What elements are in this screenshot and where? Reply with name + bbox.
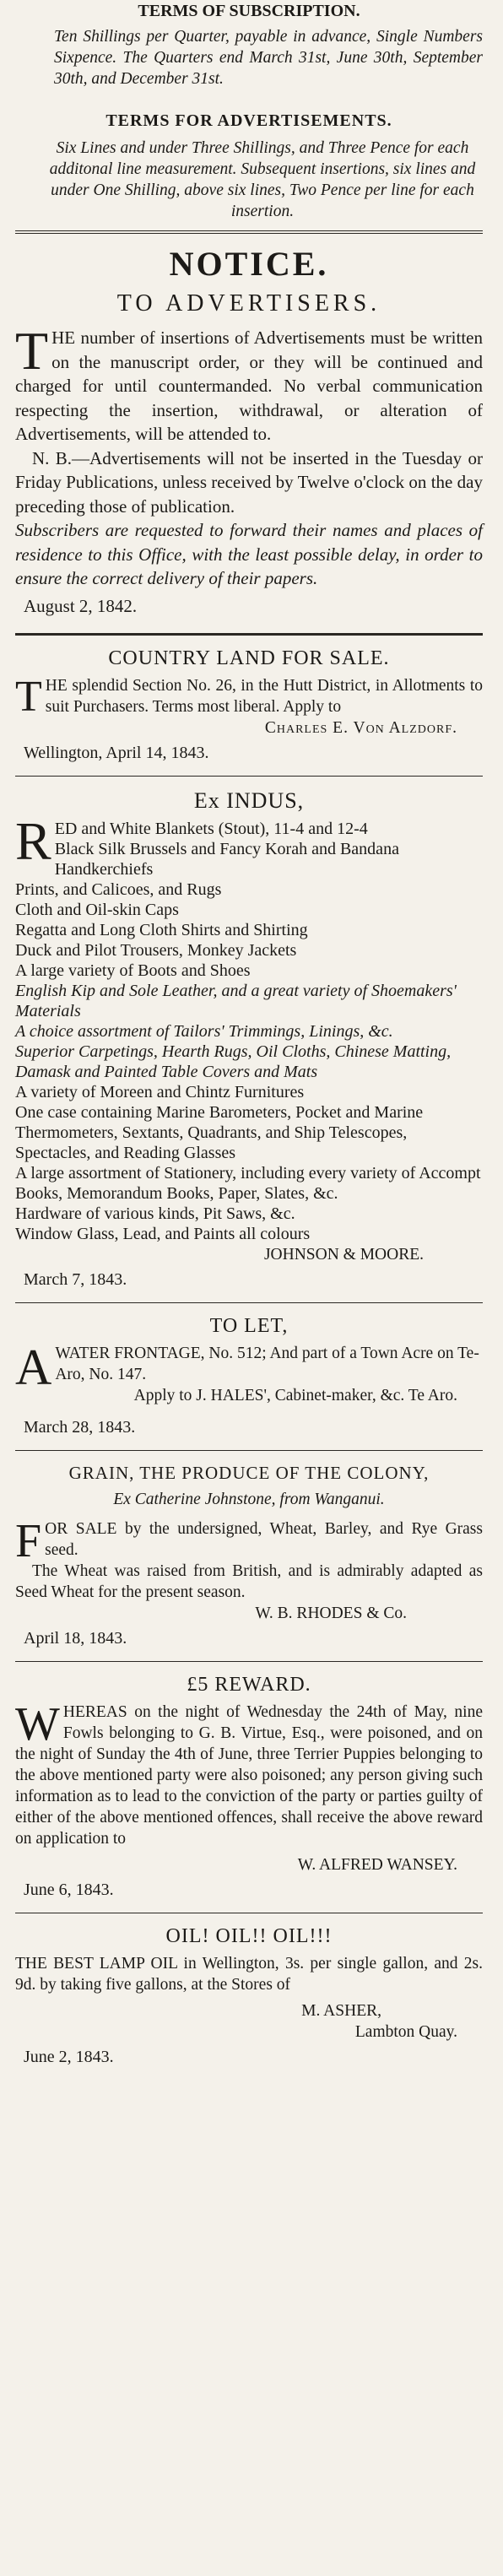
oil-signature: M. ASHER,	[301, 2002, 381, 2020]
divider	[15, 1661, 483, 1662]
dropcap: R	[15, 811, 51, 871]
notice-paragraph-1	[15, 321, 483, 446]
indus-ad	[15, 788, 483, 1291]
country-land-date: Wellington, April 14, 1843.	[24, 744, 209, 762]
indus-item: ED and White Blankets (Stout), 11-4 and 12-4	[54, 820, 368, 838]
notice-title: NOTICE.	[169, 245, 329, 283]
reward-title: £5 REWARD.	[187, 1674, 311, 1696]
indus-item: Hardware of various kinds, Pit Saws, &c.	[15, 1204, 295, 1223]
grain-ad	[15, 1463, 483, 1649]
indus-date: March 7, 1843.	[24, 1270, 127, 1289]
subscription-text: Ten Shillings per Quarter, payable in advance, Single Numbers Sixpence. The Quarters end March 31st, June 30th, September 30th, and December 31st.	[54, 28, 483, 88]
indus-item: Superior Carpetings, Hearth Rugs, Oil Cloths, Chinese Matting, Damask and Painted Table Covers and Mats	[15, 1042, 452, 1081]
country-land-title: COUNTRY LAND FOR SALE.	[108, 647, 390, 669]
divider	[15, 230, 483, 234]
oil-ad	[15, 1925, 483, 2068]
grain-text-2: The Wheat was raised from British, and is admirably adapted as Seed Wheat for the present season.	[15, 1562, 483, 1601]
indus-title	[15, 788, 483, 814]
divider	[15, 633, 483, 636]
indus-title-text: Ex INDUS,	[193, 788, 305, 813]
indus-list-wrap	[15, 811, 483, 1244]
grain-signature: W. B. RHODES & Co.	[255, 1605, 407, 1622]
reward-body	[15, 1698, 483, 1849]
advertisement-terms	[15, 111, 483, 222]
notice-section	[15, 244, 483, 618]
indus-item: A large variety of Boots and Shoes	[15, 961, 251, 980]
indus-item: Cloth and Oil-skin Caps	[15, 901, 179, 919]
grain-date: April 18, 1843.	[24, 1629, 127, 1648]
oil-date: June 2, 1843.	[24, 2048, 114, 2066]
country-land-ad	[15, 647, 483, 764]
advertisements-text: Six Lines and under Three Shillings, and Three Pence for each additonal line measurement. Subsequent insertions, six lines and under One Shilling, above six lines, Two Pence per line for each insertion.	[49, 139, 476, 220]
oil-title: OIL! OIL!! OIL!!!	[165, 1925, 333, 1947]
grain-title: GRAIN, THE PRODUCE OF THE COLONY,	[68, 1463, 430, 1483]
subscription-heading: TERMS OF SUBSCRIPTION.	[138, 2, 360, 20]
indus-item: A choice assortment of Tailors' Trimmings, Linings, &c.	[15, 1022, 393, 1041]
indus-signature: JOHNSON & MOORE.	[263, 1246, 424, 1264]
to-let-apply: Apply to J. HALES', Cabinet-maker, &c. Te Aro.	[133, 1387, 457, 1404]
oil-location: Lambton Quay.	[354, 2023, 457, 2041]
country-land-body	[15, 673, 483, 721]
grain-body	[15, 1515, 483, 1567]
notice-subtitle: TO ADVERTISERS.	[116, 290, 381, 317]
to-let-text: WATER FRONTAGE, No. 512; And part of a Town Acre on Te-Aro, No. 147.	[55, 1345, 479, 1383]
dropcap: T	[15, 321, 49, 381]
to-let-body	[15, 1339, 483, 1406]
indus-item: Window Glass, Lead, and Paints all colours	[15, 1225, 311, 1243]
advertisements-heading: TERMS FOR ADVERTISEMENTS.	[105, 111, 392, 130]
to-let-date: March 28, 1843.	[24, 1418, 136, 1437]
grain-subtitle: Ex Catherine Johnstone, from Wanganui.	[113, 1491, 385, 1508]
indus-item: Regatta and Long Cloth Shirts and Shirting	[15, 921, 308, 939]
grain-text: OR SALE by the undersigned, Wheat, Barley, and Rye Grass seed.	[45, 1520, 483, 1559]
divider	[15, 1302, 483, 1303]
subscription-terms	[15, 0, 483, 89]
indus-item: Prints, and Calicoes, and Rugs	[15, 880, 222, 899]
reward-signature: W. ALFRED WANSEY.	[297, 1856, 457, 1874]
dropcap: T	[15, 673, 42, 721]
notice-date: August 2, 1842.	[24, 595, 138, 616]
notice-nb: N. B.—Advertisements will not be inserted in the Tuesday or Friday Publications, unless received by Twelve o'clock on the day preceding those of publication.	[15, 447, 483, 517]
indus-item: Black Silk Brussels and Fancy Korah and Bandana Handkerchiefs	[54, 840, 399, 879]
indus-item: English Kip and Sole Leather, and a great variety of Shoemakers' Materials	[15, 982, 457, 1020]
reward-ad	[15, 1674, 483, 1901]
reward-text: HEREAS on the night of Wednesday the 24th of May, nine Fowls belonging to G. B. Virtue, Esq., were poisoned, and on the night of Sunday the 4th of June, three Terrier Puppies belonging to the above mentioned party were also poisoned; any person giving such information as to lead to the conviction of the party or parties guilty of either of the above mentioned offences, shall receive the above reward on application to	[15, 1703, 483, 1848]
to-let-ad	[15, 1315, 483, 1438]
indus-item: One case containing Marine Barometers, Pocket and Marine Thermometers, Sextants, Quadrants, and Ship Telescopes, Spectacles, and Reading Glasses	[15, 1103, 424, 1162]
oil-text: THE BEST LAMP OIL in Wellington, 3s. per single gallon, and 2s. 9d. by taking five gallons, at the Stores of	[15, 1955, 483, 1994]
indus-item: A variety of Moreen and Chintz Furnitures	[15, 1083, 305, 1101]
dropcap: W	[15, 1698, 60, 1751]
notice-text: HE number of insertions of Advertisements must be written on the manuscript order, or they will be continued and charged for until countermanded. No verbal communication respecting the insertion, withdrawal, or alteration of Advertisements, will be attended to.	[15, 327, 483, 444]
indus-item: Duck and Pilot Trousers, Monkey Jackets	[15, 941, 297, 960]
dropcap: F	[15, 1515, 42, 1567]
dropcap: A	[15, 1339, 52, 1395]
notice-subscribers: Subscribers are requested to forward their names and places of residence to this Office, with the least possible delay, in order to ensure the correct delivery of their papers.	[15, 520, 483, 588]
country-land-text: HE splendid Section No. 26, in the Hutt District, in Allotments to suit Purchasers. Terms most liberal. Apply to	[45, 677, 483, 716]
divider	[15, 776, 483, 777]
country-land-signature: Charles E. Von Alzdorf.	[264, 719, 457, 737]
indus-items	[15, 811, 483, 1244]
reward-date: June 6, 1843.	[24, 1881, 114, 1899]
indus-item: A large assortment of Stationery, including every variety of Accompt Books, Memorandum Books, Paper, Slates, &c.	[15, 1164, 481, 1203]
divider	[15, 1450, 483, 1451]
to-let-title: TO LET,	[209, 1315, 289, 1337]
